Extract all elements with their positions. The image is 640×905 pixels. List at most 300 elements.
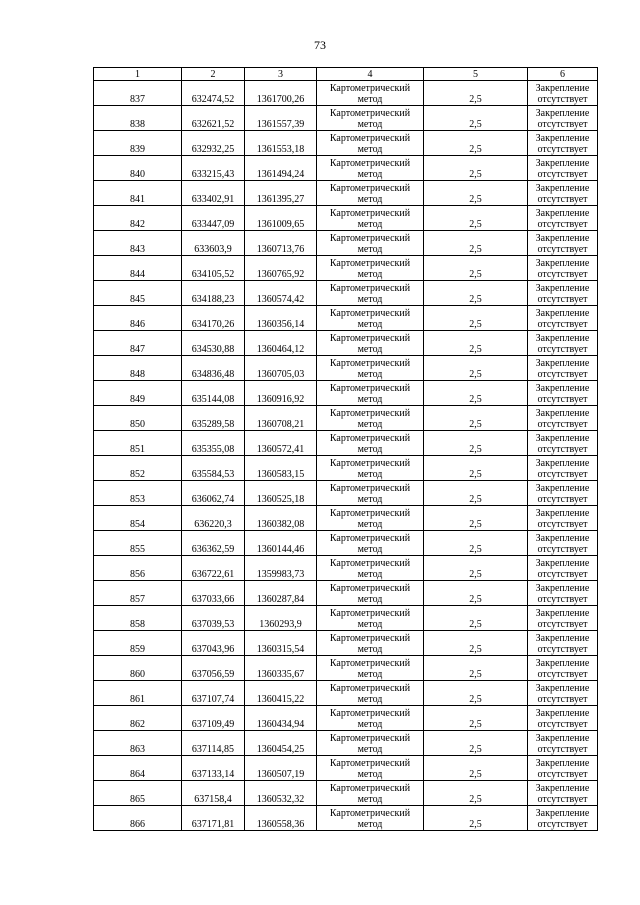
header-cell: 6 [528,68,598,81]
point-number-cell-text: 845 [130,294,145,305]
fixing-cell [528,706,598,731]
method-cell [317,681,424,706]
point-number-cell-text: 842 [130,219,145,230]
point-number-cell-text: 846 [130,319,145,330]
y-coordinate-cell-text: 1360916,92 [256,394,305,405]
fixing-cell [528,206,598,231]
fixing-cell-line1: Закрепление [535,608,590,619]
method-cell-line2: метод [357,769,383,780]
method-cell-line2: метод [357,719,383,730]
method-cell-line1: Картометрический [329,708,411,719]
fixing-cell-line2: отсутствует [537,94,588,105]
fixing-cell [528,81,598,106]
fixing-cell [528,681,598,706]
fixing-cell-line2: отсутствует [537,369,588,380]
accuracy-cell-text: 2,5 [469,169,482,180]
fixing-cell-line2: отсутствует [537,744,588,755]
y-coordinate-cell [245,81,317,106]
table-row [94,756,598,781]
method-cell-line1: Картометрический [329,183,411,194]
table-row [94,81,598,106]
accuracy-cell [424,556,528,581]
fixing-cell-line2: отсутствует [537,244,588,255]
method-cell-line2: метод [357,569,383,580]
y-coordinate-cell-text: 1361700,26 [256,94,305,105]
method-cell-line1: Картометрический [329,558,411,569]
method-cell [317,331,424,356]
x-coordinate-cell-text: 637043,96 [191,644,235,655]
method-cell [317,806,424,831]
y-coordinate-cell [245,531,317,556]
method-cell-line1: Картометрический [329,383,411,394]
y-coordinate-cell [245,256,317,281]
accuracy-cell [424,431,528,456]
accuracy-cell-text: 2,5 [469,669,482,680]
fixing-cell [528,281,598,306]
x-coordinate-cell-text: 635144,08 [191,394,235,405]
point-number-cell-text: 860 [130,669,145,680]
method-cell-line1: Картометрический [329,508,411,519]
y-coordinate-cell [245,431,317,456]
method-cell-line2: метод [357,294,383,305]
fixing-cell-line1: Закрепление [535,733,590,744]
point-number-cell-text: 864 [130,769,145,780]
fixing-cell-line2: отсутствует [537,394,588,405]
method-cell-line1: Картометрический [329,458,411,469]
method-cell-line2: метод [357,344,383,355]
accuracy-cell [424,481,528,506]
accuracy-cell [424,681,528,706]
point-number-cell [94,531,182,556]
fixing-cell-line1: Закрепление [535,683,590,694]
x-coordinate-cell [182,731,245,756]
y-coordinate-cell-text: 1360293,9 [259,619,302,630]
x-coordinate-cell [182,656,245,681]
method-cell-line2: метод [357,444,383,455]
accuracy-cell-text: 2,5 [469,469,482,480]
accuracy-cell [424,531,528,556]
x-coordinate-cell [182,506,245,531]
method-cell-line1: Картометрический [329,233,411,244]
method-cell-line2: метод [357,744,383,755]
accuracy-cell-text: 2,5 [469,494,482,505]
fixing-cell [528,531,598,556]
header-cell: 4 [317,68,424,81]
y-coordinate-cell-text: 1360382,08 [256,519,305,530]
point-number-cell [94,356,182,381]
accuracy-cell [424,731,528,756]
x-coordinate-cell [182,481,245,506]
fixing-cell-line2: отсутствует [537,569,588,580]
fixing-cell [528,556,598,581]
x-coordinate-cell-text: 634530,88 [191,344,235,355]
x-coordinate-cell-text: 637109,49 [191,719,235,730]
accuracy-cell [424,81,528,106]
accuracy-cell-text: 2,5 [469,769,482,780]
point-number-cell [94,406,182,431]
method-cell-line2: метод [357,244,383,255]
fixing-cell-line2: отсутствует [537,819,588,830]
method-cell [317,506,424,531]
x-coordinate-cell [182,556,245,581]
accuracy-cell-text: 2,5 [469,719,482,730]
y-coordinate-cell-text: 1360572,41 [256,444,305,455]
y-coordinate-cell-text: 1360287,84 [256,594,305,605]
header-cell: 5 [424,68,528,81]
fixing-cell-line1: Закрепление [535,208,590,219]
method-cell [317,456,424,481]
method-cell-line1: Картометрический [329,583,411,594]
accuracy-cell-text: 2,5 [469,444,482,455]
fixing-cell-line1: Закрепление [535,258,590,269]
y-coordinate-cell [245,106,317,131]
method-cell-line2: метод [357,169,383,180]
fixing-cell-line1: Закрепление [535,158,590,169]
x-coordinate-cell-text: 637114,85 [191,744,235,755]
fixing-cell [528,431,598,456]
header-cell: 1 [94,68,182,81]
fixing-cell-line1: Закрепление [535,308,590,319]
fixing-cell [528,731,598,756]
table-row [94,556,598,581]
x-coordinate-cell-text: 635289,58 [191,419,235,430]
point-number-cell-text: 841 [130,194,145,205]
x-coordinate-cell-text: 637033,66 [191,594,235,605]
fixing-cell-line2: отсутствует [537,119,588,130]
method-cell [317,81,424,106]
x-coordinate-cell [182,706,245,731]
accuracy-cell-text: 2,5 [469,294,482,305]
table-row [94,806,598,831]
x-coordinate-cell [182,206,245,231]
table-row [94,731,598,756]
point-number-cell-text: 859 [130,644,145,655]
y-coordinate-cell-text: 1360525,18 [256,494,305,505]
accuracy-cell [424,756,528,781]
fixing-cell-line1: Закрепление [535,583,590,594]
table-row [94,606,598,631]
fixing-cell-line2: отсутствует [537,419,588,430]
x-coordinate-cell-text: 633402,91 [191,194,235,205]
y-coordinate-cell [245,656,317,681]
point-number-cell [94,331,182,356]
x-coordinate-cell [182,331,245,356]
y-coordinate-cell [245,681,317,706]
method-cell-line2: метод [357,494,383,505]
fixing-cell [528,506,598,531]
y-coordinate-cell [245,331,317,356]
method-cell-line1: Картометрический [329,683,411,694]
point-number-cell [94,556,182,581]
method-cell-line1: Картометрический [329,408,411,419]
x-coordinate-cell-text: 636362,59 [191,544,235,555]
page-number: 73 [314,38,326,52]
fixing-cell [528,606,598,631]
fixing-cell-line2: отсутствует [537,694,588,705]
y-coordinate-cell [245,481,317,506]
y-coordinate-cell-text: 1360454,25 [256,744,305,755]
table-row [94,106,598,131]
x-coordinate-cell [182,381,245,406]
y-coordinate-cell-text: 1360574,42 [256,294,305,305]
y-coordinate-cell [245,356,317,381]
method-cell-line1: Картометрический [329,758,411,769]
fixing-cell-line1: Закрепление [535,83,590,94]
accuracy-cell-text: 2,5 [469,144,482,155]
accuracy-cell-text: 2,5 [469,819,482,830]
x-coordinate-cell-text: 637133,14 [191,769,235,780]
x-coordinate-cell-text: 637107,74 [191,694,235,705]
y-coordinate-cell-text: 1360415,22 [256,694,305,705]
accuracy-cell-text: 2,5 [469,519,482,530]
fixing-cell [528,331,598,356]
y-coordinate-cell [245,506,317,531]
x-coordinate-cell [182,106,245,131]
y-coordinate-cell-text: 1360356,14 [256,319,305,330]
x-coordinate-cell-text: 636220,3 [194,519,232,530]
y-coordinate-cell [245,581,317,606]
fixing-cell-line2: отсутствует [537,594,588,605]
fixing-cell-line2: отсутствует [537,619,588,630]
accuracy-cell-text: 2,5 [469,219,482,230]
y-coordinate-cell [245,231,317,256]
accuracy-cell-text: 2,5 [469,619,482,630]
accuracy-cell [424,356,528,381]
point-number-cell [94,306,182,331]
fixing-cell-line2: отсутствует [537,544,588,555]
accuracy-cell [424,156,528,181]
fixing-cell-line1: Закрепление [535,383,590,394]
fixing-cell-line1: Закрепление [535,558,590,569]
method-cell [317,156,424,181]
fixing-cell-line1: Закрепление [535,483,590,494]
fixing-cell-line2: отсутствует [537,144,588,155]
accuracy-cell-text: 2,5 [469,744,482,755]
table-row [94,406,598,431]
method-cell-line1: Картометрический [329,483,411,494]
point-number-cell-text: 863 [130,744,145,755]
method-cell [317,131,424,156]
table-row [94,331,598,356]
fixing-cell-line2: отсутствует [537,669,588,680]
fixing-cell [528,406,598,431]
fixing-cell [528,656,598,681]
point-number-cell-text: 840 [130,169,145,180]
accuracy-cell-text: 2,5 [469,369,482,380]
method-cell-line1: Картометрический [329,208,411,219]
fixing-cell-line1: Закрепление [535,183,590,194]
method-cell [317,306,424,331]
accuracy-cell-text: 2,5 [469,119,482,130]
fixing-cell-line1: Закрепление [535,708,590,719]
point-number-cell-text: 849 [130,394,145,405]
table-row [94,531,598,556]
y-coordinate-cell-text: 1360315,54 [256,644,305,655]
accuracy-cell-text: 2,5 [469,419,482,430]
x-coordinate-cell [182,681,245,706]
method-cell [317,631,424,656]
point-number-cell [94,706,182,731]
method-cell [317,756,424,781]
fixing-cell-line2: отсутствует [537,494,588,505]
x-coordinate-cell [182,281,245,306]
fixing-cell-line1: Закрепление [535,358,590,369]
table-row [94,256,598,281]
method-cell-line1: Картометрический [329,333,411,344]
accuracy-cell [424,106,528,131]
method-cell-line1: Картометрический [329,83,411,94]
method-cell-line1: Картометрический [329,633,411,644]
point-number-cell-text: 854 [130,519,145,530]
y-coordinate-cell [245,756,317,781]
point-number-cell-text: 861 [130,694,145,705]
accuracy-cell [424,381,528,406]
x-coordinate-cell [182,456,245,481]
point-number-cell [94,606,182,631]
y-coordinate-cell [245,206,317,231]
accuracy-cell [424,306,528,331]
fixing-cell [528,156,598,181]
x-coordinate-cell [182,81,245,106]
method-cell-line2: метод [357,144,383,155]
fixing-cell-line2: отсутствует [537,444,588,455]
method-cell-line1: Картометрический [329,133,411,144]
fixing-cell-line1: Закрепление [535,333,590,344]
x-coordinate-cell-text: 634105,52 [191,269,235,280]
fixing-cell-line1: Закрепление [535,458,590,469]
point-number-cell-text: 838 [130,119,145,130]
point-number-cell [94,756,182,781]
method-cell-line2: метод [357,269,383,280]
table-row [94,231,598,256]
point-number-cell [94,106,182,131]
method-cell [317,231,424,256]
accuracy-cell-text: 2,5 [469,694,482,705]
x-coordinate-cell [182,231,245,256]
x-coordinate-cell [182,306,245,331]
point-number-cell-text: 856 [130,569,145,580]
fixing-cell [528,781,598,806]
fixing-cell-line2: отсутствует [537,219,588,230]
accuracy-cell-text: 2,5 [469,544,482,555]
table-row [94,456,598,481]
method-cell [317,731,424,756]
fixing-cell-line1: Закрепление [535,233,590,244]
point-number-cell [94,381,182,406]
y-coordinate-cell-text: 1360464,12 [256,344,305,355]
fixing-cell-line2: отсутствует [537,644,588,655]
method-cell-line1: Картометрический [329,658,411,669]
method-cell [317,606,424,631]
fixing-cell [528,231,598,256]
header-cell: 2 [182,68,245,81]
accuracy-cell [424,656,528,681]
method-cell [317,481,424,506]
point-number-cell-text: 855 [130,544,145,555]
fixing-cell-line1: Закрепление [535,133,590,144]
method-cell-line1: Картометрический [329,733,411,744]
x-coordinate-cell-text: 637171,81 [191,819,235,830]
fixing-cell-line2: отсутствует [537,794,588,805]
table-row [94,681,598,706]
fixing-cell-line2: отсутствует [537,769,588,780]
method-cell-line2: метод [357,669,383,680]
table-row [94,356,598,381]
method-cell-line2: метод [357,794,383,805]
accuracy-cell-text: 2,5 [469,394,482,405]
accuracy-cell [424,456,528,481]
accuracy-cell-text: 2,5 [469,244,482,255]
x-coordinate-cell [182,606,245,631]
point-number-cell-text: 839 [130,144,145,155]
point-number-cell [94,681,182,706]
accuracy-cell-text: 2,5 [469,594,482,605]
method-cell-line2: метод [357,544,383,555]
y-coordinate-cell [245,706,317,731]
accuracy-cell-text: 2,5 [469,269,482,280]
point-number-cell [94,656,182,681]
x-coordinate-cell [182,631,245,656]
method-cell [317,381,424,406]
x-coordinate-cell-text: 636722,61 [191,569,235,580]
x-coordinate-cell-text: 633447,09 [191,219,235,230]
accuracy-cell [424,781,528,806]
point-number-cell-text: 862 [130,719,145,730]
point-number-cell [94,131,182,156]
method-cell-line2: метод [357,369,383,380]
method-cell-line2: метод [357,819,383,830]
table-row [94,431,598,456]
method-cell-line2: метод [357,319,383,330]
point-number-cell [94,481,182,506]
point-number-cell-text: 848 [130,369,145,380]
point-number-cell [94,581,182,606]
accuracy-cell [424,331,528,356]
fixing-cell-line1: Закрепление [535,758,590,769]
table-row [94,181,598,206]
header-cell: 3 [245,68,317,81]
method-cell-line1: Картометрический [329,108,411,119]
y-coordinate-cell-text: 1360507,19 [256,769,305,780]
table-header-row [94,68,598,81]
y-coordinate-cell [245,131,317,156]
method-cell [317,206,424,231]
accuracy-cell-text: 2,5 [469,344,482,355]
point-number-cell-text: 851 [130,444,145,455]
x-coordinate-cell-text: 632621,52 [191,119,235,130]
fixing-cell-line2: отсутствует [537,319,588,330]
method-cell-line2: метод [357,419,383,430]
y-coordinate-cell-text: 1360532,32 [256,794,305,805]
table-row [94,581,598,606]
point-number-cell-text: 847 [130,344,145,355]
method-cell-line1: Картометрический [329,258,411,269]
point-number-cell [94,256,182,281]
y-coordinate-cell-text: 1361494,24 [256,169,305,180]
x-coordinate-cell [182,781,245,806]
method-cell [317,256,424,281]
x-coordinate-cell [182,156,245,181]
y-coordinate-cell-text: 1361553,18 [256,144,305,155]
fixing-cell [528,581,598,606]
fixing-cell-line2: отсутствует [537,344,588,355]
accuracy-cell [424,806,528,831]
y-coordinate-cell [245,606,317,631]
fixing-cell [528,756,598,781]
y-coordinate-cell [245,381,317,406]
table-row [94,481,598,506]
fixing-cell [528,306,598,331]
